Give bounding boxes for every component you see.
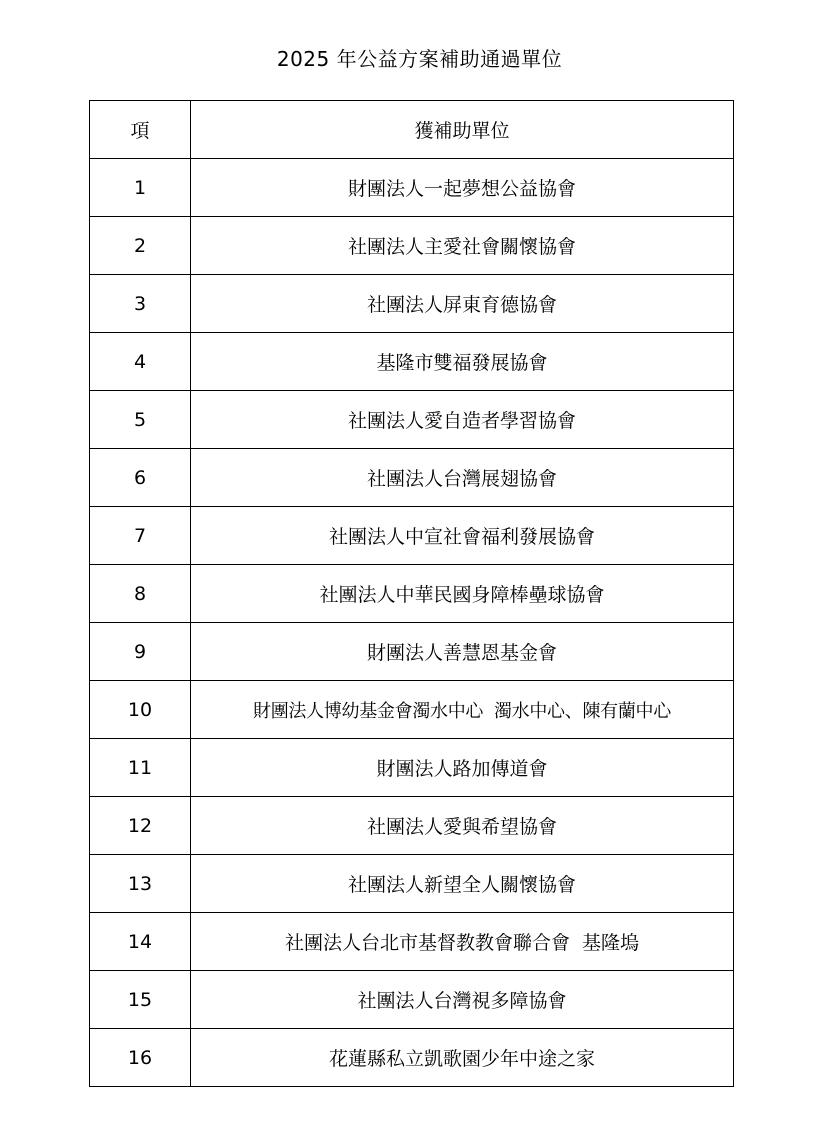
table-row [90, 217, 734, 275]
row-organization: 財團法人博幼基金會濁水中心 濁水中心、陳有蘭中心 [191, 681, 734, 739]
row-number: 9 [90, 623, 191, 681]
document-title: 2025 年公益方案補助通過單位 [276, 47, 563, 71]
table-row [90, 797, 734, 855]
table-row [90, 159, 734, 217]
row-number: 5 [90, 391, 191, 449]
row-organization: 基隆市雙福發展協會 [191, 333, 734, 391]
grant-recipients-table [89, 100, 734, 1087]
table-row [90, 681, 734, 739]
row-number: 10 [90, 681, 191, 739]
row-number: 15 [90, 971, 191, 1029]
row-organization: 社團法人台北市基督教教會聯合會 基隆塢 [191, 913, 734, 971]
row-number: 12 [90, 797, 191, 855]
row-organization: 社團法人台灣視多障協會 [191, 971, 734, 1029]
row-number: 7 [90, 507, 191, 565]
table-row [90, 391, 734, 449]
row-organization: 社團法人愛自造者學習協會 [191, 391, 734, 449]
row-number: 1 [90, 159, 191, 217]
table-row [90, 971, 734, 1029]
header-organization: 獲補助單位 [191, 101, 734, 159]
table-row [90, 913, 734, 971]
row-organization: 社團法人屏東育德協會 [191, 275, 734, 333]
table-row [90, 623, 734, 681]
row-organization: 財團法人路加傳道會 [191, 739, 734, 797]
row-number: 4 [90, 333, 191, 391]
table-row [90, 507, 734, 565]
row-number: 13 [90, 855, 191, 913]
row-number: 16 [90, 1029, 191, 1087]
table-row [90, 275, 734, 333]
row-organization: 財團法人善慧恩基金會 [191, 623, 734, 681]
row-organization: 社團法人中宣社會福利發展協會 [191, 507, 734, 565]
table-row [90, 565, 734, 623]
table-row [90, 855, 734, 913]
table-header-row [90, 101, 734, 159]
table-row [90, 449, 734, 507]
row-number: 11 [90, 739, 191, 797]
row-number: 14 [90, 913, 191, 971]
row-organization: 社團法人中華民國身障棒壘球協會 [191, 565, 734, 623]
row-organization: 財團法人一起夢想公益協會 [191, 159, 734, 217]
row-number: 6 [90, 449, 191, 507]
row-organization: 花蓮縣私立凱歌園少年中途之家 [191, 1029, 734, 1087]
row-organization: 社團法人主愛社會關懷協會 [191, 217, 734, 275]
table-row [90, 1029, 734, 1087]
row-organization: 社團法人新望全人關懷協會 [191, 855, 734, 913]
row-number: 3 [90, 275, 191, 333]
row-organization: 社團法人愛與希望協會 [191, 797, 734, 855]
row-number: 2 [90, 217, 191, 275]
table-row [90, 739, 734, 797]
row-number: 8 [90, 565, 191, 623]
row-organization: 社團法人台灣展翅協會 [191, 449, 734, 507]
table-row [90, 333, 734, 391]
header-number: 項 [90, 101, 191, 159]
